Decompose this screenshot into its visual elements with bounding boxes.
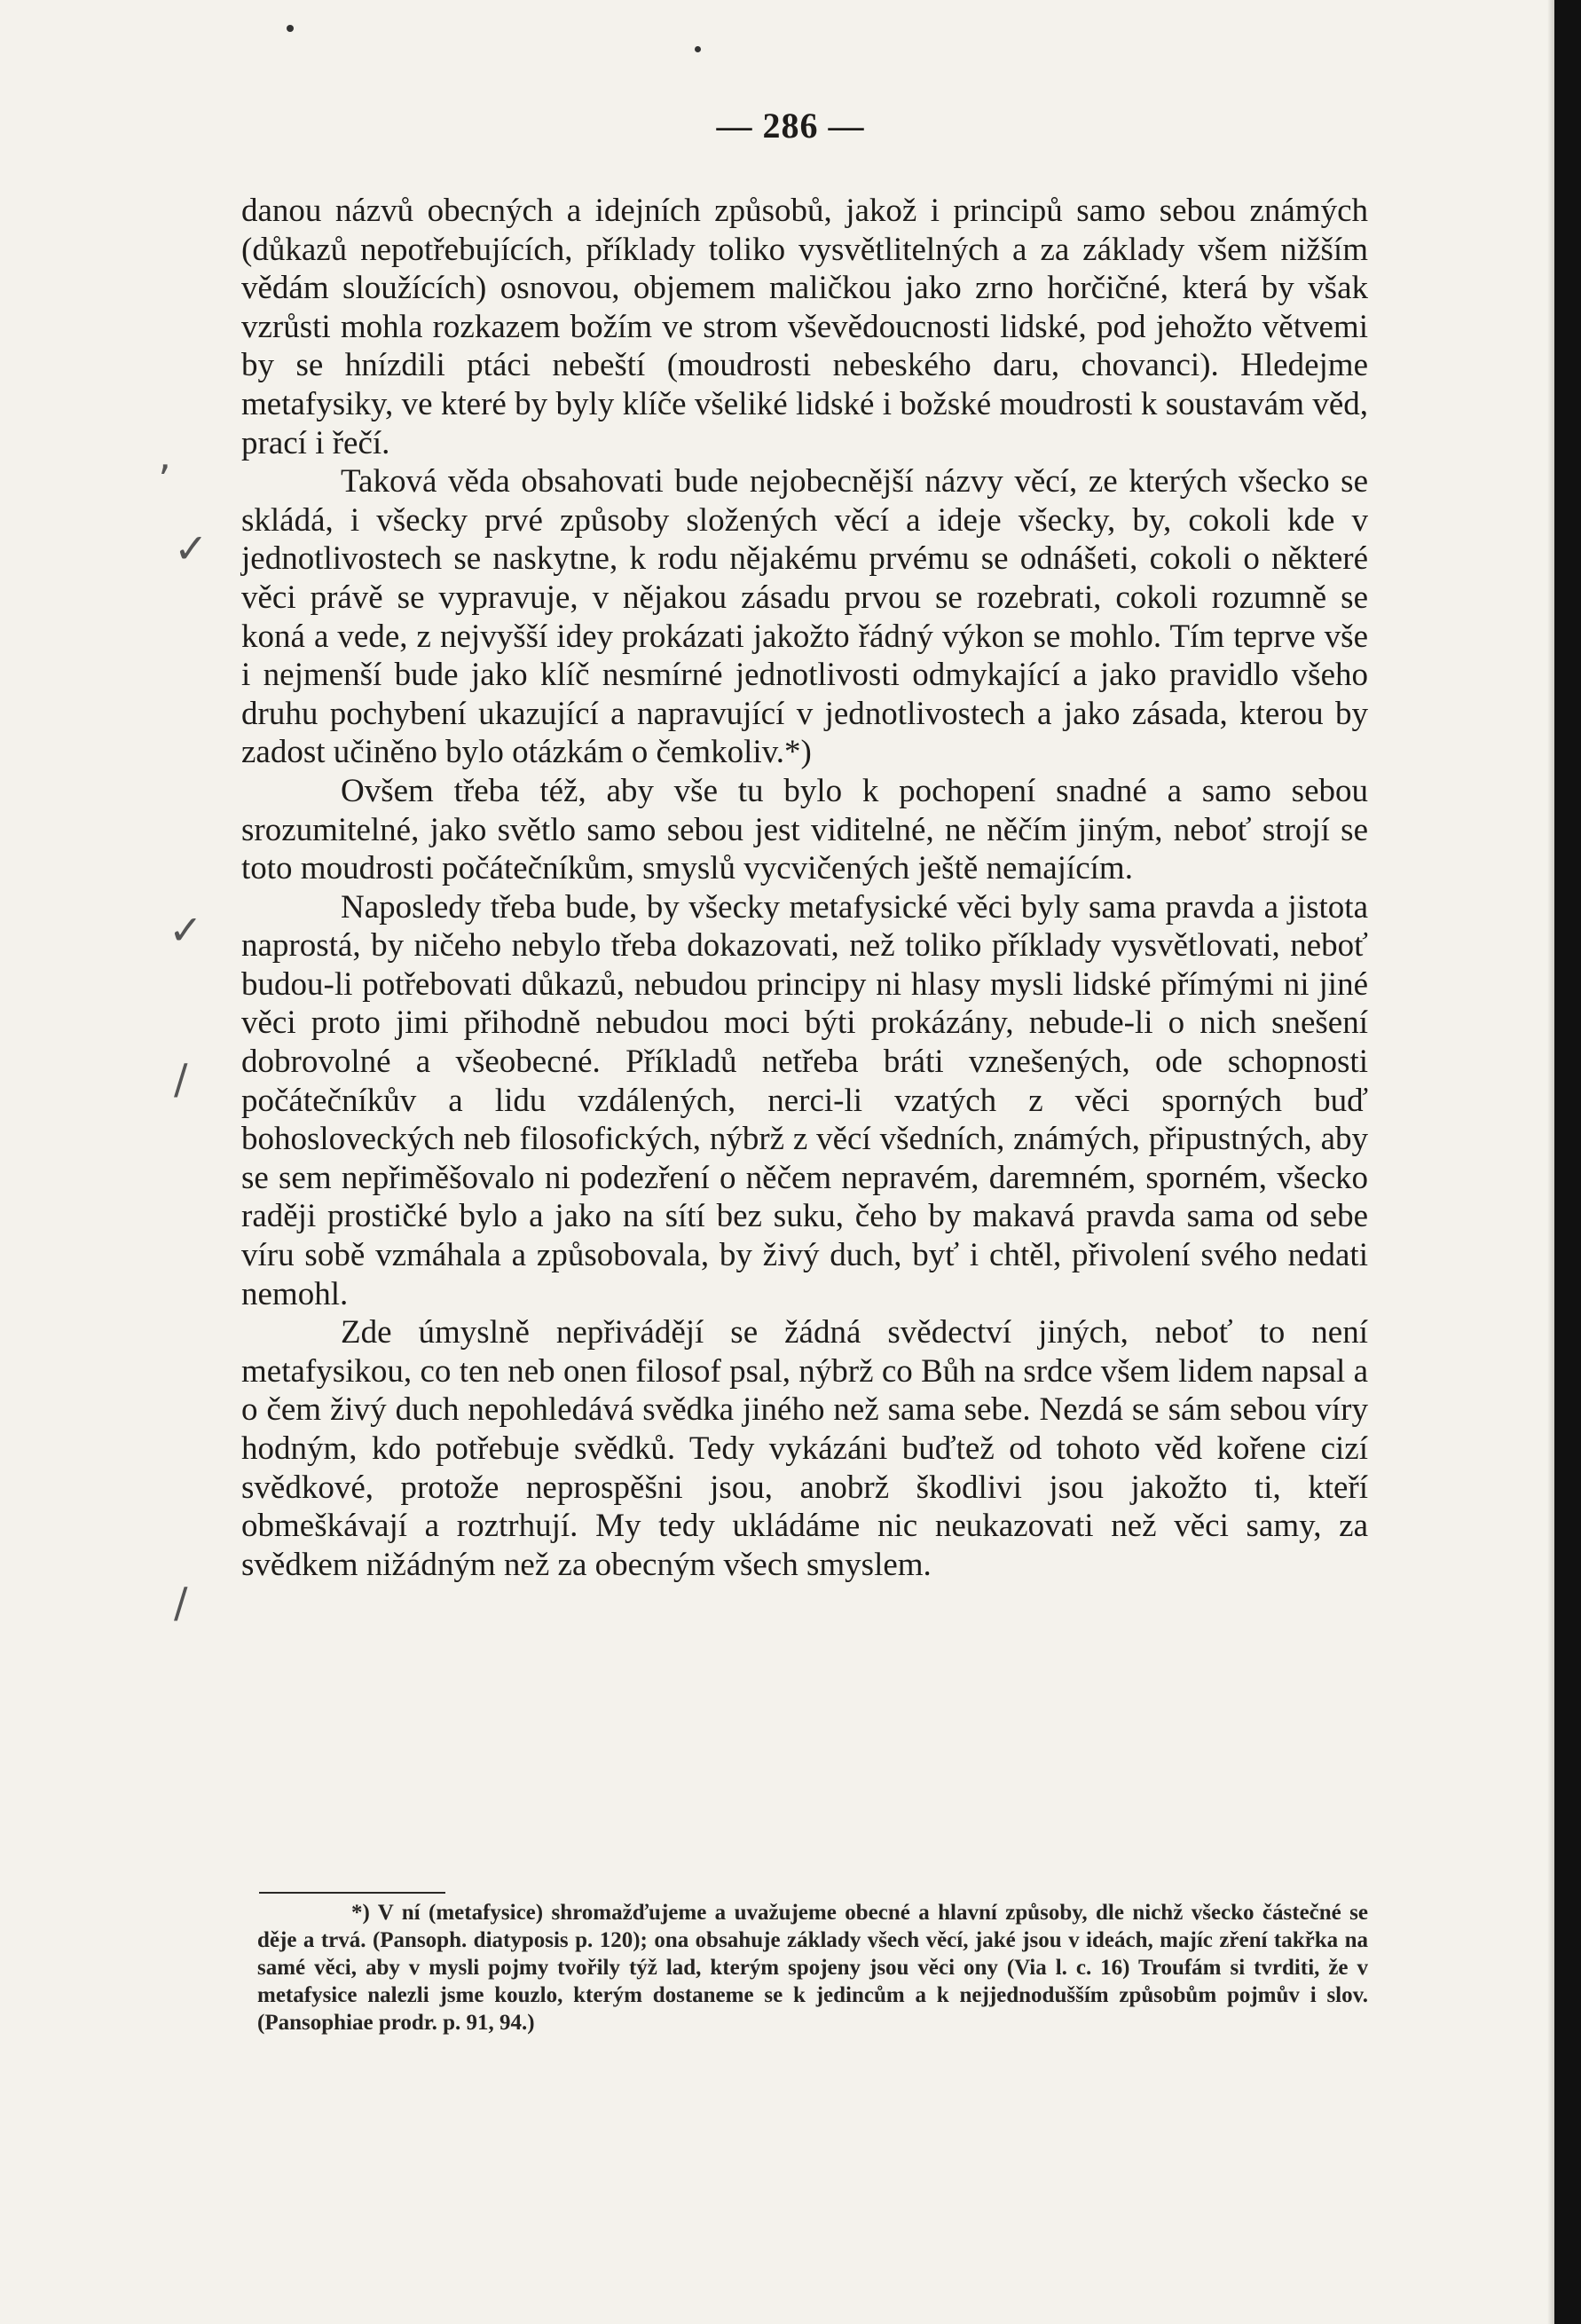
footnote: *) V ní (metafysice) shromažďujeme a uvažujeme obecné a hlavní způsoby, dle nichž všecko částečné se děje a trvá. (Pansoph. diatyposis p. 120); ona obsahuje základy všech věcí, jaké jsou v ideách, majíc zření takřka na samé věci, aby v mysli pojmy tvořily týž lad, kterým spojeny jsou věci ony (Via l. c. 16) Troufám si tvrditi, že v metafysice nalezli jsme kouzlo, kterým dostaneme se k jedincům a k nejjednodušším způsobům pojmův i slov. (Pansophiae prodr. p. 91, 94.): [257, 1901, 1368, 2035]
footnote-divider: [259, 1892, 445, 1894]
margin-mark: /: [174, 1055, 188, 1103]
page-number: — 286 —: [716, 106, 865, 146]
scan-speck: [695, 46, 701, 52]
margin-mark: ʼ: [158, 456, 171, 504]
margin-mark: ✓: [169, 906, 203, 954]
paragraph: Ovšem třeba též, aby vše tu bylo k pochopení snadné a samo sebou srozumitelné, jako světlo samo sebou jest viditelné, ne něčím jiným, neboť strojí se toto moudrosti počátečníkům, smyslů vycvičených ještě nemajícím.: [241, 772, 1368, 887]
paragraph: Taková věda obsahovati bude nejobecnější názvy věcí, ze kterých všecko se skládá, i všecky prvé způsoby složených věcí a ideje všecky, by, cokoli kde v jednotlivostech se naskytne, k rodu nějakému prvému se odnášeti, cokoli o některé věci právě se vypravuje, v nějakou zásadu prvou se rozebrati, cokoli rozumně se koná a vede, z nejvyšší idey prokázati jakožto řádný výkon se mohlo. Tím teprve vše i nejmenší bude jako klíč nesmírné jednotlivosti odmykající a jako pravidlo všeho druhu pochybení ukazující a napravující v jednotlivostech a jako zásada, kterou by zadost učiněno bylo otázkám o čemkoliv.*): [241, 463, 1368, 771]
margin-mark: ✓: [174, 524, 208, 572]
margin-mark: /: [174, 1579, 188, 1627]
paragraph: Zde úmyslně nepřivádějí se žádná svědectví jiných, neboť to není metafysikou, co ten neb onen filosof psal, nýbrž co Bůh na srdce všem lidem napsal a o čem živý duch nepohledává svědka jiného než sama sebe. Nezdá se sám sebou víry hodným, kdo potřebuje svědků. Tedy vykázáni buďtež od tohoto věd kořene cizí svědkové, protože neprospěšni jsou, anobrž škodlivi jsou jakožto ti, kteří obmeškávají a roztrhují. My tedy ukládáme nic neukazovati než věci samy, za svědkem nižádným než za obecným všech smyslem.: [241, 1314, 1368, 1583]
scan-edge: [1554, 0, 1581, 2324]
scan-edge-shadow: [1547, 0, 1554, 2324]
paragraph: Naposledy třeba bude, by všecky metafysické věci byly sama pravda a jistota naprostá, by ničeho nebylo třeba dokazovati, než toliko příklady vysvětlovati, neboť budou-li potřebovati důkazů, nebudou principy ni hlasy mysli lidské přímými ni jiné věci proto jimi přihodně nebudou moci býti prokázány, nebude-li o nich snešení dobrovolné a všeobecné. Příkladů netřeba bráti vznešených, ode schopnosti počátečníkův a lidu vzdálených, nerci-li vzatých z věci sporných buď bohosloveckých neb filosofických, nýbrž z věcí všedních, známých, připustných, aby se sem nepřiměšovalo ni podezření o něčem nepravém, daremném, sporném, všecko raději prostičké bylo a jako na sítí bez suku, čeho by makavá pravda sama od sebe víru sobě vzmáhala a způsobovala, by živý duch, byť i chtěl, přivolení svého nedati nemohl.: [241, 888, 1368, 1312]
body-text: [241, 192, 1368, 1584]
paragraph: danou názvů obecných a idejních způsobů, jakož i principů samo sebou známých (důkazů nepotřebujících, příklady toliko vysvětlitelných a za základy všem nižším vědám sloužících) osnovou, objemem maličkou jako zrno horčičné, která by však vzrůsti mohla rozkazem božím ve strom vševědoucnosti lidské, pod jehožto větvemi by se hnízdili ptáci nebeští (moudrosti nebeského daru, chovanci). Hledejme metafysiky, ve které by byly klíče všeliké lidské i božské moudrosti k soustavám věd, prací i řečí.: [241, 193, 1368, 461]
scan-speck: [287, 25, 294, 32]
